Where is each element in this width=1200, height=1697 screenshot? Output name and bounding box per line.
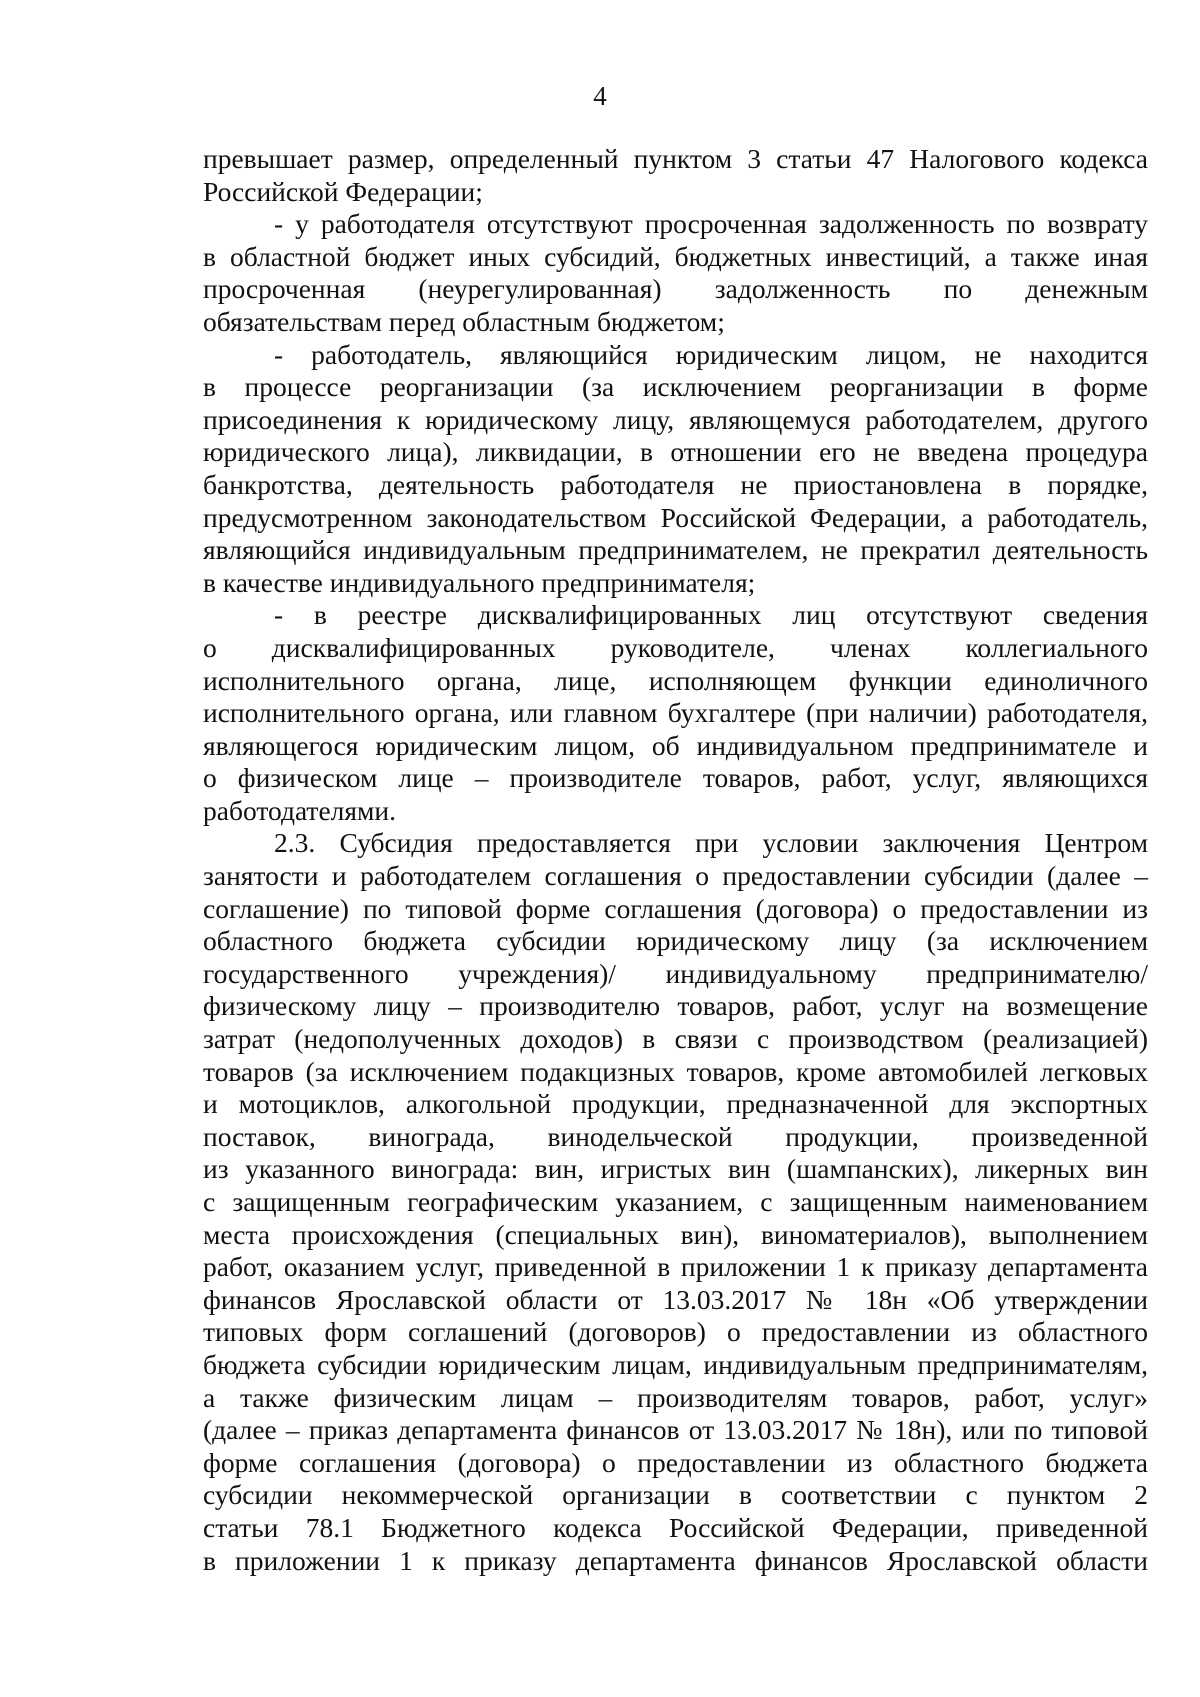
text-line: статьи 78.1 Бюджетного кодекса Российской Федерации, приведенной xyxy=(203,1511,1148,1543)
text-line: просроченная (неурегулированная) задолженность по денежным xyxy=(203,273,1148,305)
text-line: превышает размер, определенный пунктом 3 статьи 47 Налогового кодекса xyxy=(203,143,1148,174)
text-line: в приложении 1 к приказу департамента финансов Ярославской области xyxy=(203,1544,1148,1576)
text-line: о физическом лице – производителе товаров, работ, услуг, являющихся xyxy=(203,762,1148,794)
text-line: обязательствам перед областным бюджетом; xyxy=(203,305,725,337)
text-line: соглашение) по типовой форме соглашения (договора) о предоставлении из xyxy=(203,892,1148,924)
text-line: товаров (за исключением подакцизных товаров, кроме автомобилей легковых xyxy=(203,1055,1148,1087)
text-line: работ, оказанием услуг, приведенной в приложении 1 к приказу департамента xyxy=(203,1251,1148,1283)
text-line: физическому лицу – производителю товаров, работ, услуг на возмещение xyxy=(203,990,1148,1022)
text-line: о дисквалифицированных руководителе, членах коллегиального xyxy=(203,631,1148,663)
text-line: являющийся индивидуальным предпринимателем, не прекратил деятельность xyxy=(203,534,1148,566)
text-line: государственного учреждения)/ индивидуальному предпринимателю/ xyxy=(203,957,1148,989)
text-line: а также физическим лицам – производителям товаров, работ, услуг» xyxy=(203,1381,1148,1413)
text-line: - работодатель, являющийся юридическим лицом, не находится xyxy=(274,338,1148,370)
text-line: областного бюджета субсидии юридическому лицу (за исключением xyxy=(203,925,1148,957)
text-line: исполнительного органа, лице, исполняющем функции единоличного xyxy=(203,664,1148,696)
text-line: Российской Федерации; xyxy=(203,175,483,207)
text-line: предусмотренном законодательством Российской Федерации, а работодатель, xyxy=(203,501,1148,533)
text-line: субсидии некоммерческой организации в соответствии с пунктом 2 xyxy=(203,1479,1148,1511)
text-line: являющегося юридическим лицом, об индивидуальном предпринимателе и xyxy=(203,729,1148,761)
text-line: (далее – приказ департамента финансов от 13.03.2017 № 18н), или по типовой xyxy=(203,1414,1148,1446)
text-line: типовых форм соглашений (договоров) о предоставлении из областного xyxy=(203,1316,1148,1348)
document-body xyxy=(203,143,1148,1577)
text-line: из указанного винограда: вин, игристых вин (шампанских), ликерных вин xyxy=(203,1153,1148,1185)
text-line: с защищенным географическим указанием, с защищенным наименованием xyxy=(203,1186,1148,1217)
text-line: поставок, винограда, винодельческой продукции, произведенной xyxy=(203,1120,1148,1152)
text-line: финансов Ярославской области от 13.03.2017 № 18н «Об утверждении xyxy=(203,1283,1148,1315)
text-line: в процессе реорганизации (за исключением реорганизации в форме xyxy=(203,371,1148,403)
text-line: в областной бюджет иных субсидий, бюджетных инвестиций, а также иная xyxy=(203,240,1148,272)
text-line: присоединения к юридическому лицу, являющемуся работодателем, другого xyxy=(203,403,1148,435)
text-line: в качестве индивидуального предпринимателя; xyxy=(203,566,756,598)
text-line: банкротства, деятельность работодателя не приостановлена в порядке, xyxy=(203,468,1148,500)
text-line: места происхождения (специальных вин), виноматериалов), выполнением xyxy=(203,1218,1148,1250)
text-line: юридического лица), ликвидации, в отношении его не введена процедура xyxy=(203,436,1148,468)
text-line: исполнительного органа, или главном бухгалтере (при наличии) работодателя, xyxy=(203,697,1148,729)
text-line: форме соглашения (договора) о предоставлении из областного бюджета xyxy=(203,1446,1148,1478)
text-line: работодателями. xyxy=(203,794,397,826)
text-line: и мотоциклов, алкогольной продукции, предназначенной для экспортных xyxy=(203,1088,1148,1120)
text-line: занятости и работодателем соглашения о предоставлении субсидии (далее – xyxy=(203,860,1148,892)
text-line: бюджета субсидии юридическим лицам, индивидуальным предпринимателям, xyxy=(203,1348,1148,1380)
text-line: - у работодателя отсутствуют просроченная задолженность по возврату xyxy=(274,208,1148,240)
text-line: - в реестре дисквалифицированных лиц отсутствуют сведения xyxy=(274,599,1148,631)
text-line: затрат (недополученных доходов) в связи с производством (реализацией) xyxy=(203,1023,1148,1055)
page-number: 4 xyxy=(593,81,607,111)
text-line: 2.3. Субсидия предоставляется при условии заключения Центром xyxy=(274,827,1148,859)
